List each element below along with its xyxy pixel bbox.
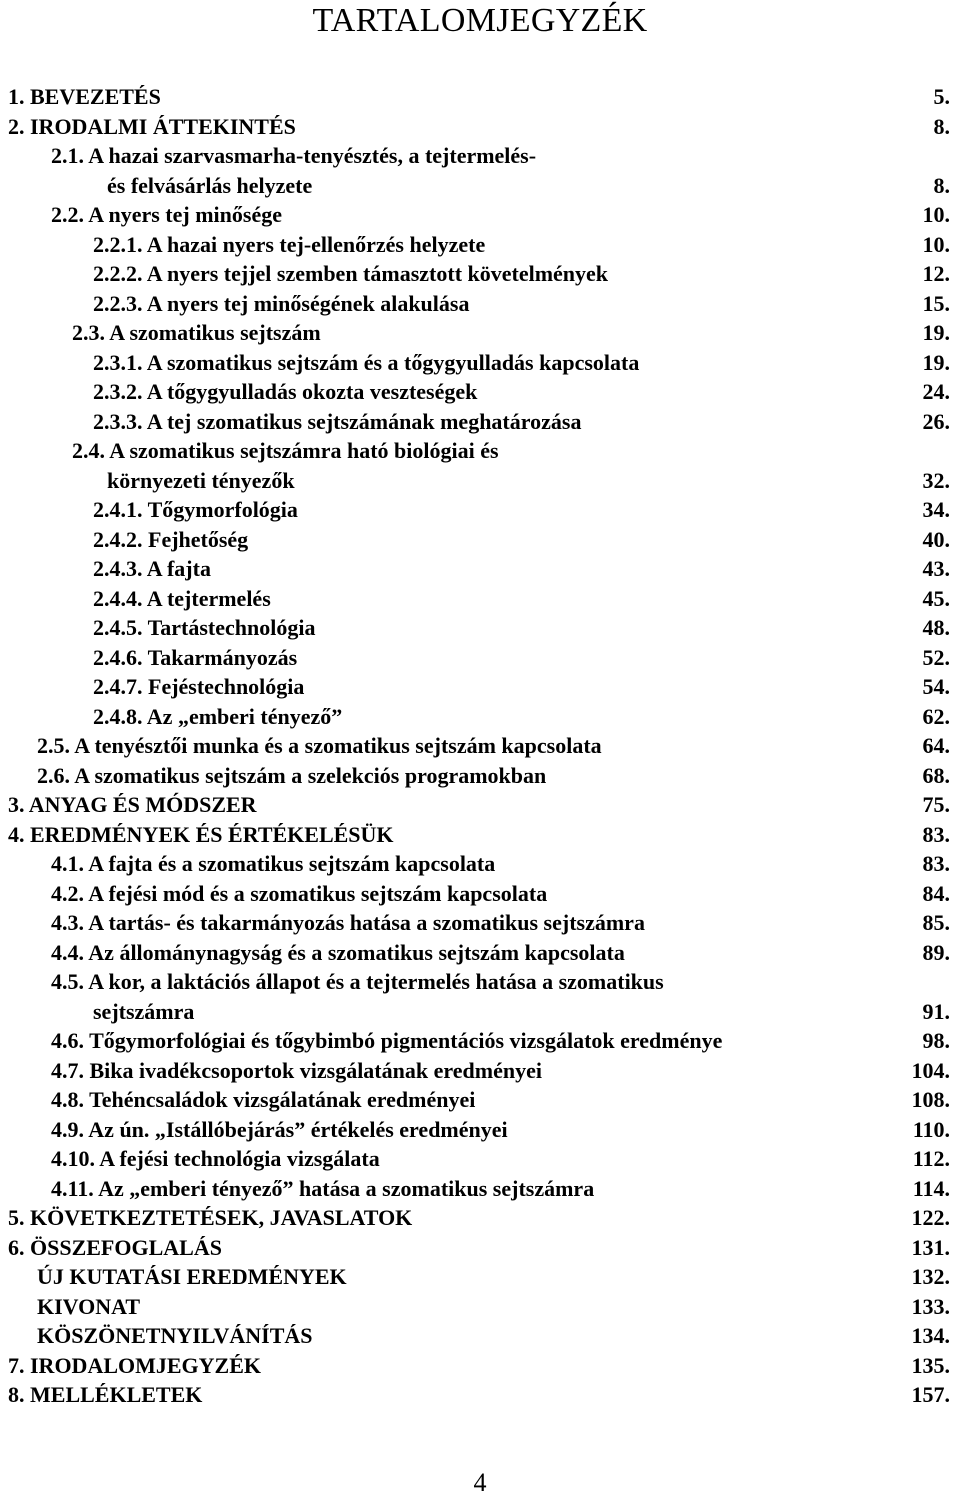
page-title: TARTALOMJEGYZÉK: [312, 2, 648, 39]
toc-entry-label[interactable]: 3. ANYAG ÉS MÓDSZER: [8, 792, 257, 817]
toc-entry-page: 10.: [922, 202, 950, 227]
toc-entry-label[interactable]: 2.2.1. A hazai nyers tej-ellenőrzés helyzete: [93, 232, 486, 257]
toc-entry-page: 54.: [922, 674, 950, 699]
toc-entry-label[interactable]: és felvásárlás helyzete: [107, 173, 313, 198]
toc-entry-label[interactable]: 2.3.1. A szomatikus sejtszám és a tőgygyulladás kapcsolata: [93, 350, 640, 375]
toc-entry-label[interactable]: 2. IRODALMI ÁTTEKINTÉS: [8, 114, 296, 139]
toc-entry-label[interactable]: 4.7. Bika ivadékcsoportok vizsgálatának eredményei: [51, 1058, 542, 1083]
toc-entry-label[interactable]: KIVONAT: [37, 1294, 141, 1319]
toc-entry-page: 135.: [911, 1353, 950, 1378]
toc-entry-page: 110.: [912, 1117, 950, 1142]
toc-entry-label[interactable]: 4.9. Az ún. „Istállóbejárás” értékelés eredményei: [51, 1117, 508, 1142]
toc-entry-label[interactable]: 2.6. A szomatikus sejtszám a szelekciós programokban: [37, 763, 547, 788]
toc-entry-page: 15.: [922, 291, 950, 316]
toc-entry-label[interactable]: 2.2. A nyers tej minősége: [51, 202, 282, 227]
toc-entry-page: 68.: [922, 763, 950, 788]
toc-entry-page: 40.: [922, 527, 950, 552]
toc-entry-label[interactable]: KÖSZÖNETNYILVÁNÍTÁS: [37, 1323, 313, 1348]
toc-entry-label[interactable]: 2.2.3. A nyers tej minőségének alakulása: [93, 291, 470, 316]
toc-entry-label[interactable]: 2.4.5. Tartástechnológia: [93, 615, 316, 640]
toc-entry-label[interactable]: 2.4.1. Tőgymorfológia: [93, 497, 298, 522]
toc-entry-page: 62.: [922, 704, 950, 729]
toc-entry-label[interactable]: 6. ÖSSZEFOGLALÁS: [8, 1235, 222, 1260]
toc-entry-page: 98.: [922, 1028, 950, 1053]
toc-entry-page: 134.: [911, 1323, 950, 1348]
toc-entry-label[interactable]: 4.6. Tőgymorfológiai és tőgybimbó pigmentációs vizsgálatok eredménye: [51, 1028, 723, 1053]
toc-entry-label[interactable]: 2.4.6. Takarmányozás: [93, 645, 298, 670]
toc-entry-page: 43.: [922, 556, 950, 581]
toc-entry-page: 8.: [933, 114, 950, 139]
toc-entry-label[interactable]: 2.3.2. A tőgygyulladás okozta veszteségek: [93, 379, 478, 404]
toc-entry-label[interactable]: 2.4. A szomatikus sejtszámra ható biológiai és: [72, 438, 499, 463]
toc-entry-label[interactable]: 5. KÖVETKEZTETÉSEK, JAVASLATOK: [8, 1205, 413, 1230]
toc-entry-label[interactable]: 1. BEVEZETÉS: [8, 84, 161, 109]
toc-entry-page: 132.: [911, 1264, 950, 1289]
toc-entry-label[interactable]: 4.11. Az „emberi tényező” hatása a szomatikus sejtszámra: [51, 1176, 595, 1201]
toc-entry-page: 122.: [911, 1205, 950, 1230]
toc-entry-label[interactable]: 4.3. A tartás- és takarmányozás hatása a szomatikus sejtszámra: [51, 910, 645, 935]
toc-entry-page: 45.: [922, 586, 950, 611]
toc-entry-label[interactable]: ÚJ KUTATÁSI EREDMÉNYEK: [37, 1264, 347, 1289]
toc-entry-label[interactable]: 2.4.7. Fejéstechnológia: [93, 674, 305, 699]
toc-entry-page: 83.: [922, 851, 950, 876]
toc-entry-label[interactable]: 2.4.8. Az „emberi tényező”: [93, 704, 343, 729]
page-number: 4: [473, 1468, 487, 1497]
toc-entry-page: 114.: [912, 1176, 950, 1201]
toc-entry-page: 75.: [922, 792, 950, 817]
toc-entry-page: 131.: [911, 1235, 950, 1260]
toc-entry-label[interactable]: 4. EREDMÉNYEK ÉS ÉRTÉKELÉSÜK: [8, 822, 394, 847]
toc-entry-label[interactable]: 8. MELLÉKLETEK: [8, 1382, 203, 1407]
toc-entry-page: 48.: [922, 615, 950, 640]
toc-entry-page: 83.: [922, 822, 950, 847]
toc-entry-page: 108.: [911, 1087, 950, 1112]
toc-entry-page: 85.: [922, 910, 950, 935]
toc-entry-label[interactable]: 4.10. A fejési technológia vizsgálata: [51, 1146, 380, 1171]
toc-entry-label[interactable]: 4.5. A kor, a laktációs állapot és a tejtermelés hatása a szomatikus: [51, 969, 664, 994]
toc-entry-label[interactable]: 4.4. Az állománynagyság és a szomatikus sejtszám kapcsolata: [51, 940, 625, 965]
toc-entry-page: 24.: [922, 379, 950, 404]
toc-entry-page: 104.: [911, 1058, 950, 1083]
toc-entry-label[interactable]: 2.5. A tenyésztői munka és a szomatikus sejtszám kapcsolata: [37, 733, 602, 758]
toc-entry-label[interactable]: 4.1. A fajta és a szomatikus sejtszám kapcsolata: [51, 851, 496, 876]
toc-entry-page: 19.: [922, 350, 950, 375]
toc-entry-page: 133.: [911, 1294, 950, 1319]
toc-entry-label[interactable]: 2.3.3. A tej szomatikus sejtszámának meghatározása: [93, 409, 582, 434]
toc-entry-label[interactable]: 2.4.4. A tejtermelés: [93, 586, 271, 611]
toc-entry-page: 89.: [922, 940, 950, 965]
toc-entry-page: 91.: [922, 999, 950, 1024]
toc-entry-page: 52.: [922, 645, 950, 670]
toc-entry-label[interactable]: 2.4.3. A fajta: [93, 556, 211, 581]
toc-entry-page: 84.: [922, 881, 950, 906]
toc-entry-page: 19.: [922, 320, 950, 345]
toc-entry-page: 64.: [922, 733, 950, 758]
toc-entry-page: 8.: [933, 173, 950, 198]
toc-entry-label[interactable]: 7. IRODALOMJEGYZÉK: [8, 1353, 262, 1378]
toc-entry-page: 10.: [922, 232, 950, 257]
toc-entry-label[interactable]: 4.8. Tehéncsaládok vizsgálatának eredményei: [51, 1087, 476, 1112]
toc-entry-page: 12.: [922, 261, 950, 286]
toc-entry-label[interactable]: 2.4.2. Fejhetőség: [93, 527, 249, 552]
toc-entry-page: 32.: [922, 468, 950, 493]
toc-entry-label[interactable]: 2.1. A hazai szarvasmarha-tenyésztés, a tejtermelés-: [51, 143, 537, 168]
toc-entry-label[interactable]: környezeti tényezők: [107, 468, 295, 493]
toc-entry-label[interactable]: sejtszámra: [93, 999, 195, 1024]
toc-entry-page: 157.: [911, 1382, 950, 1407]
toc-entry-page: 112.: [912, 1146, 950, 1171]
toc-entry-page: 5.: [933, 84, 950, 109]
toc-entry-page: 26.: [922, 409, 950, 434]
toc-entry-label[interactable]: 2.2.2. A nyers tejjel szemben támasztott követelmények: [93, 261, 609, 286]
toc-entry-label[interactable]: 4.2. A fejési mód és a szomatikus sejtszám kapcsolata: [51, 881, 548, 906]
toc-entry-label[interactable]: 2.3. A szomatikus sejtszám: [72, 320, 321, 345]
toc-entry-page: 34.: [922, 497, 950, 522]
